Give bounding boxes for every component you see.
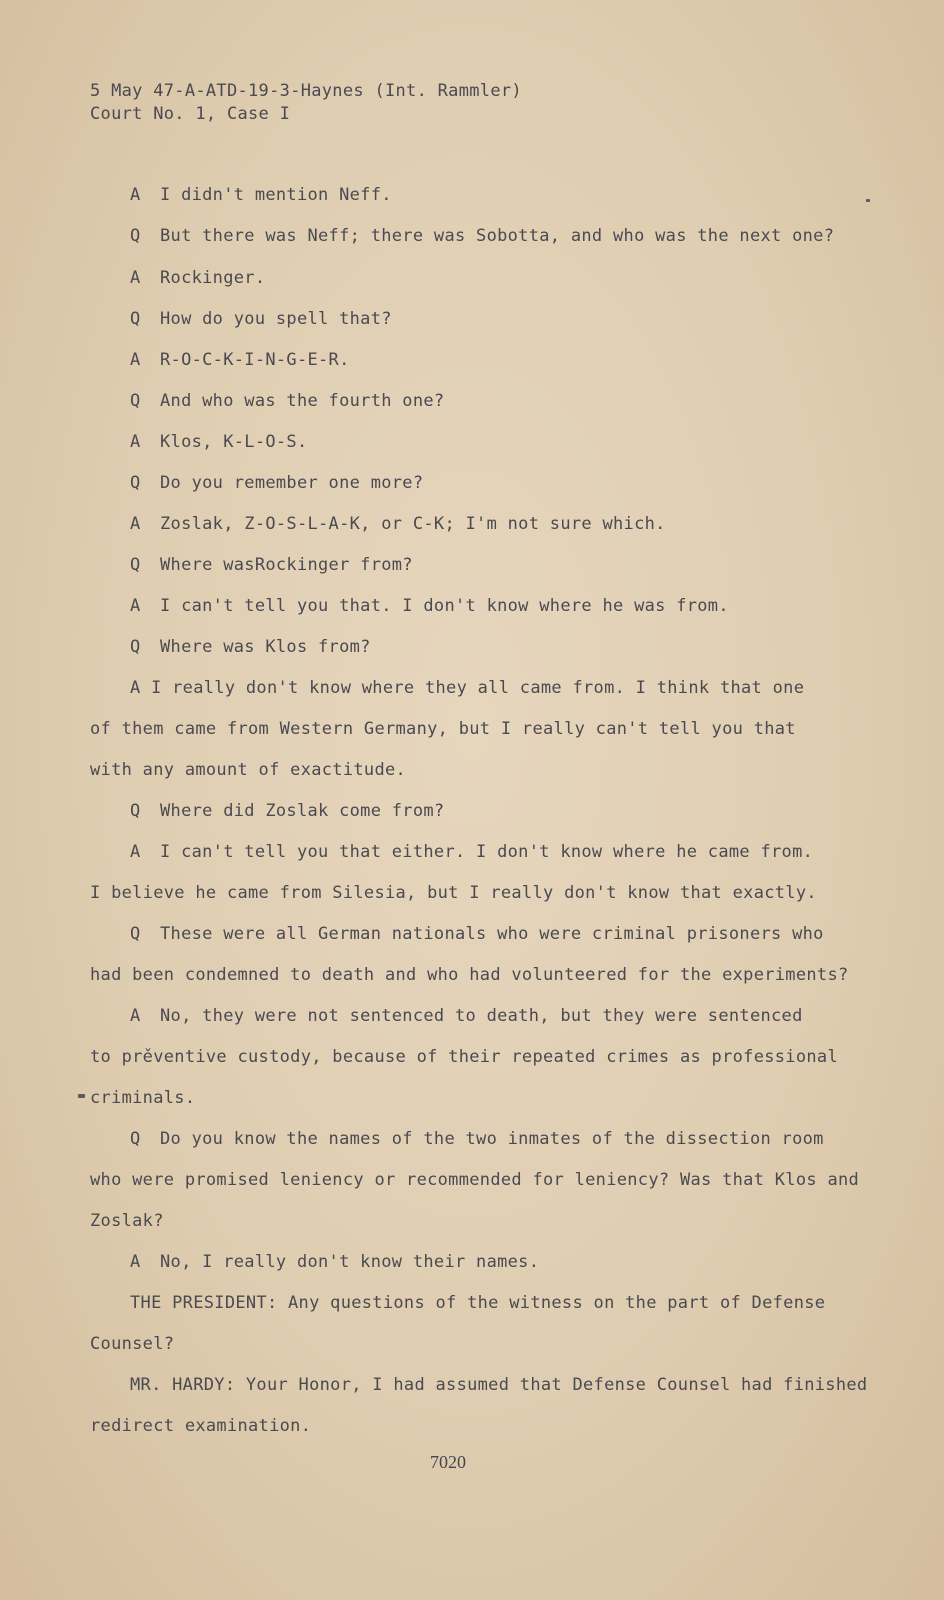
- ink-speck: [78, 1094, 85, 1098]
- line-text: Where did Zoslak come from?: [160, 801, 445, 821]
- transcript-line: [90, 1088, 195, 1108]
- transcript-line: [130, 924, 824, 944]
- line-text: THE PRESIDENT: Any questions of the witness on the part of Defense: [130, 1293, 826, 1313]
- transcript-line: [130, 555, 413, 575]
- header-line-1: 5 May 47-A-ATD-19-3-Haynes (Int. Rammler): [90, 81, 522, 101]
- line-text: And who was the fourth one?: [160, 391, 445, 411]
- line-text: with any amount of exactitude.: [90, 760, 407, 780]
- speaker-marker: A: [130, 185, 141, 205]
- speaker-marker: Q: [130, 1129, 141, 1149]
- ink-speck: [866, 199, 870, 202]
- transcript-line: [130, 1293, 825, 1313]
- transcript-line: [130, 801, 444, 821]
- transcript-line: [90, 1334, 174, 1354]
- transcript-line: [130, 596, 729, 616]
- line-text: Do you remember one more?: [160, 473, 424, 493]
- line-text: R-O-C-K-I-N-G-E-R.: [160, 350, 350, 370]
- speaker-marker: Q: [130, 801, 141, 821]
- transcript-line: [90, 1416, 311, 1436]
- transcript-line: [90, 1170, 859, 1190]
- transcript-line: [130, 637, 371, 657]
- line-text: I didn't mention Neff.: [160, 185, 392, 205]
- document-header: [90, 80, 522, 126]
- transcript-line: [130, 473, 423, 493]
- speaker-marker: A: [130, 1006, 141, 1026]
- line-text: No, I really don't know their names.: [160, 1252, 540, 1272]
- speaker-marker: A: [130, 268, 141, 288]
- line-text: who were promised leniency or recommended for leniency? Was that Klos and: [90, 1170, 860, 1190]
- line-text: Counsel?: [90, 1334, 175, 1354]
- line-text: No, they were not sentenced to death, but they were sentenced: [160, 1006, 803, 1026]
- line-text: These were all German nationals who were criminal prisoners who: [160, 924, 824, 944]
- transcript-line: [130, 842, 813, 862]
- line-text: Zoslak, Z-O-S-L-A-K, or C-K; I'm not sure which.: [160, 514, 666, 534]
- speaker-marker: A: [130, 596, 141, 616]
- speaker-marker: Q: [130, 637, 141, 657]
- transcript-line: [130, 309, 392, 329]
- line-text: of them came from Western Germany, but I really can't tell you that: [90, 719, 796, 739]
- transcript-line: [130, 1006, 803, 1026]
- transcript-line: [90, 760, 406, 780]
- line-text: Where wasRockinger from?: [160, 555, 413, 575]
- transcript-line: [90, 965, 849, 985]
- header-line-2: Court No. 1, Case I: [90, 104, 291, 124]
- speaker-marker: Q: [130, 226, 141, 246]
- speaker-marker: Q: [130, 391, 141, 411]
- transcript-line: [130, 268, 265, 288]
- speaker-marker: A: [130, 350, 141, 370]
- line-text: to prěventive custody, because of their repeated crimes as professional: [90, 1047, 838, 1067]
- line-text: I can't tell you that. I don't know where he was from.: [160, 596, 729, 616]
- line-text: redirect examination.: [90, 1416, 312, 1436]
- line-text: I believe he came from Silesia, but I really don't know that exactly.: [90, 883, 817, 903]
- line-text: I can't tell you that either. I don't know where he came from.: [160, 842, 814, 862]
- line-text: Zoslak?: [90, 1211, 164, 1231]
- transcript-line: [130, 1375, 867, 1395]
- transcript-line: [130, 391, 444, 411]
- speaker-marker: A: [130, 432, 141, 452]
- transcript-line: [130, 350, 350, 370]
- transcript-line: [90, 1211, 164, 1231]
- line-text: Where was Klos from?: [160, 637, 371, 657]
- line-text: had been condemned to death and who had volunteered for the experiments?: [90, 965, 849, 985]
- transcript-line: [90, 719, 796, 739]
- line-text: MR. HARDY: Your Honor, I had assumed that Defense Counsel had finished: [130, 1375, 868, 1395]
- line-text: Do you know the names of the two inmates of the dissection room: [160, 1129, 824, 1149]
- line-text: But there was Neff; there was Sobotta, and who was the next one?: [160, 226, 835, 246]
- speaker-marker: Q: [130, 473, 141, 493]
- transcript-line: [130, 1252, 539, 1272]
- transcript-line: [130, 226, 834, 246]
- line-text: A I really don't know where they all came from. I think that one: [130, 678, 805, 698]
- speaker-marker: Q: [130, 555, 141, 575]
- line-text: How do you spell that?: [160, 309, 392, 329]
- transcript-line: [130, 1129, 824, 1149]
- page-number: 7020: [430, 1452, 466, 1472]
- line-text: criminals.: [90, 1088, 196, 1108]
- transcript-line: [130, 678, 804, 698]
- line-text: Rockinger.: [160, 268, 266, 288]
- speaker-marker: A: [130, 514, 141, 534]
- line-text: Klos, K-L-O-S.: [160, 432, 308, 452]
- transcript-line: [130, 185, 392, 205]
- transcript-line: [90, 883, 817, 903]
- transcript-line: [90, 1047, 838, 1067]
- speaker-marker: Q: [130, 924, 141, 944]
- speaker-marker: A: [130, 1252, 141, 1272]
- speaker-marker: Q: [130, 309, 141, 329]
- speaker-marker: A: [130, 842, 141, 862]
- transcript-line: [130, 432, 308, 452]
- transcript-line: [130, 514, 666, 534]
